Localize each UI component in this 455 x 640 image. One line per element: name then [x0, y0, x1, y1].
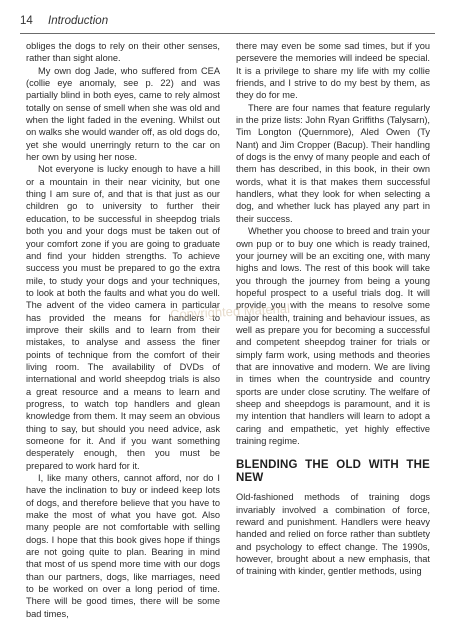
left-column — [26, 40, 220, 620]
section-heading: BLENDING THE OLD WITH THE NEW — [236, 459, 430, 485]
page-header — [20, 10, 440, 34]
paragraph: There are four names that feature regularly in the prize lists: John Ryan Griffiths (Talysarn), Tim Longton (Quernmore), Aled Owen (Ty Nant) and Jim Cropper (Bacup). Their handling of dogs is the envy of many people and each of them has described, in this book, in their own words, what it is that makes them successful handlers, what they look for when selecting a dog, and whether luck has played any part in their success. — [236, 102, 430, 224]
paragraph: there may even be some sad times, but if you persevere the memories will indeed be special. It is a privilege to share my life with my collie friends, and I strive to do my best by them, as they do for me. — [236, 41, 430, 101]
right-column — [236, 40, 430, 578]
paragraph: obliges the dogs to rely on their other senses, rather than sight alone. — [26, 41, 220, 64]
paragraph: I, like many others, cannot afford, nor do I have the inclination to buy or indeed keep lots of dogs, and therefore believe that you have to make the most of what you have got. Also many people are not comfortable with selling dogs. I hope that this book gives hope if things are not going quite to plan. Bearing in mind that most of us spend more time with our dogs than our partners, dogs, like marriages, need to be worked on over a long period of time. There will be good times, there will be some bad times, — [26, 473, 220, 619]
header-rule — [20, 33, 435, 34]
paragraph: Old-fashioned methods of training dogs invariably involved a combination of force, reward and punishment. Handlers were heavy handed and relied on force rather than subtlety and psychology to effect change. The 1990s, however, brought about a new emphasis, that of training with kinder, gentler methods, using — [236, 492, 430, 577]
paragraph: Whether you choose to breed and train your own pup or to buy one which is ready trained, your journey will be an exciting one, with many highs and lows. The rest of this book will take you through the journey from being a young hopeful prospect to a useful trials dog. It will provide you with the means to resolve some major health, training and behaviour issues, as well as prepare you for becoming a successful and competent sheepdog trainer for trials or simply farm work, using methods and theories that are innovative and modern. We are living in times when the countryside and country sports are under close scrutiny. The welfare of sheep and sheepdogs is paramount, and it is my intention that handlers will learn to adopt a caring and empathetic, yet highly effective training regime. — [236, 226, 430, 446]
watermark: Copyrighted Material — [169, 300, 291, 323]
paragraph: Not everyone is lucky enough to have a hill or a mountain in their near vicinity, but one thing I am sure of, and that is that just as our children go to university to further their education, to be successful in sheepdog trials both you and your dogs must be taken out of your comfort zone if you are going to graduate and find your hidden strengths. To achieve success you must be prepared to go the extra mile, to study your dogs and your techniques, to look at both the faults and what you do well. The advent of the video camera in particular has provided the means for handlers to improve their skills and to learn from their mistakes, to analyse and assess the finer points of technique from the comfort of their living room. The availability of DVDs of international and world sheepdog trials is also a great resource and a means to learn and progress, to watch top handlers and glean knowledge from them. It may seem an obvious thing to say, but should you need advice, ask someone for it. And if you want something desperately enough, then you must be prepared to work hard for it. — [26, 164, 220, 471]
running-title: Introduction — [48, 15, 109, 27]
paragraph: My own dog Jade, who suffered from CEA (collie eye anomaly, see p. 22) and was partially blind in both eyes, came to rely almost totally on sense of smell when she was old and when the light faded in the evening. Whilst out on walks she would wander off, as old dogs do, yet she would unerringly return to the car on her own by using her nose. — [26, 65, 220, 163]
page-number: 14 — [20, 15, 33, 27]
